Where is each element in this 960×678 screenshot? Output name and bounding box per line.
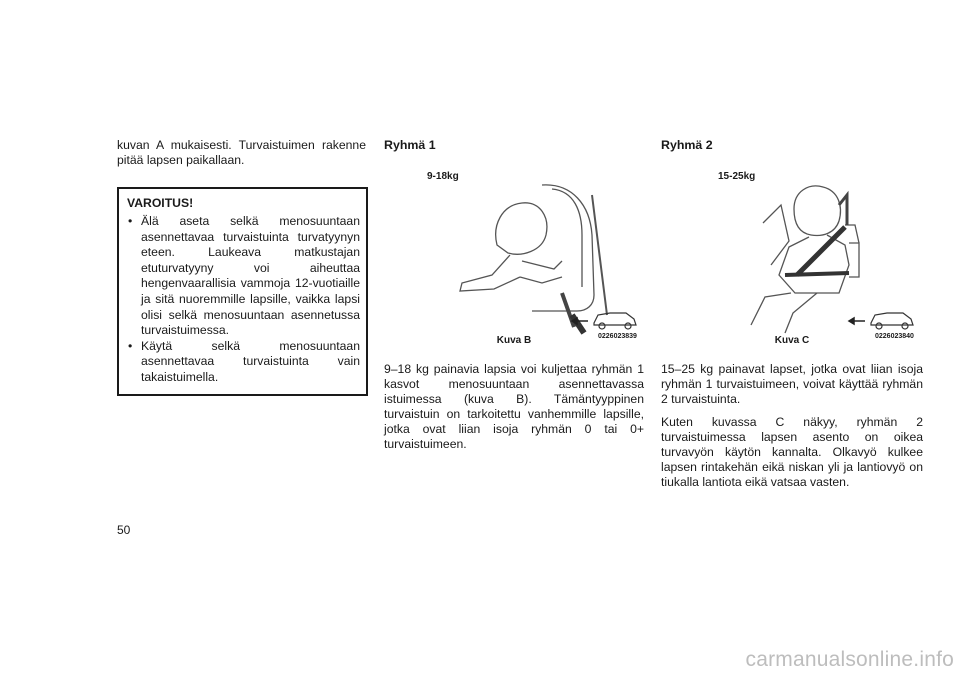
group-2-body-1: 15–25 kg painavat lapset, jotka ovat liian isoja ryhmän 1 turvaistuimeen, voivat käyttää ryhmän 2 turvaistuinta. [661,362,923,406]
figure-c-caption: Kuva C [774,335,810,346]
car-icon [871,313,913,329]
figure-c-weight-label: 15-25kg [718,171,756,182]
car-icon [594,313,636,329]
figure-b-code: 0226023839 [598,333,637,340]
bullet-icon: • [128,214,133,228]
warning-list [127,214,360,386]
warning-box [117,187,368,396]
figure-c [661,161,923,341]
page-number: 50 [117,523,131,537]
figure-c-code: 0226023840 [875,333,914,340]
group-1-body: 9–18 kg painavia lapsia voi kuljettaa ryhmän 1 kasvot menosuuntaan asennettavassa istuimessa (kuva B). Tämäntyyppinen turvaistuin on tarkoitettu vanhemmille lapsille, jotka ovat liian isoja ryhmän 0 tai 0+ turvaistuimeen. [384,362,644,451]
intro-text: kuvan A mukaisesti. Turvaistuimen rakenne pitää lapsen paikallaan. [117,138,366,167]
watermark-text: carmanualsonline.info [745,648,954,671]
section-heading-group-1: Ryhmä 1 [384,138,436,152]
warning-item [127,339,360,386]
child-seat-forward-illustration [422,165,644,341]
figure-b [384,161,644,341]
group-2-body-2: Kuten kuvassa C näkyy, ryhmän 2 turvaistuimessa lapsen asento on oikea turvavyön käytön kannalta. Olkavyö kulkee lapsen rintakehän eikä niskan yli ja lantiovyö on tiukalla lantiota eikä vatsaa vasten. [661,415,923,489]
warning-item [127,214,360,339]
warning-item-text: Käytä selkä menosuuntaan asennettavaa turvaistuinta vain takaistuimella. [141,338,360,384]
column-right [661,138,923,498]
warning-title: VAROITUS! [127,196,194,210]
column-middle [384,138,644,460]
section-heading-group-2: Ryhmä 2 [661,138,713,152]
figure-b-caption: Kuva B [496,335,532,346]
warning-item-text: Älä aseta selkä menosuuntaan asennettavaa turvaistuinta turvatyynyn eteen. Laukeava matkustajan etuturvatyyny voi aiheuttaa hengenvaarallisia vammoja 12-vuotiaille ja sitä nuoremmille lapsille, vaikka lapsi olisi selkä menosuuntaan asennetussa turvaistuimessa. [141,214,360,338]
booster-seat-illustration [699,165,921,341]
column-left [117,138,366,396]
bullet-icon: • [128,338,133,353]
arrow-icon [849,318,865,324]
figure-b-weight-label: 9-18kg [427,171,459,182]
